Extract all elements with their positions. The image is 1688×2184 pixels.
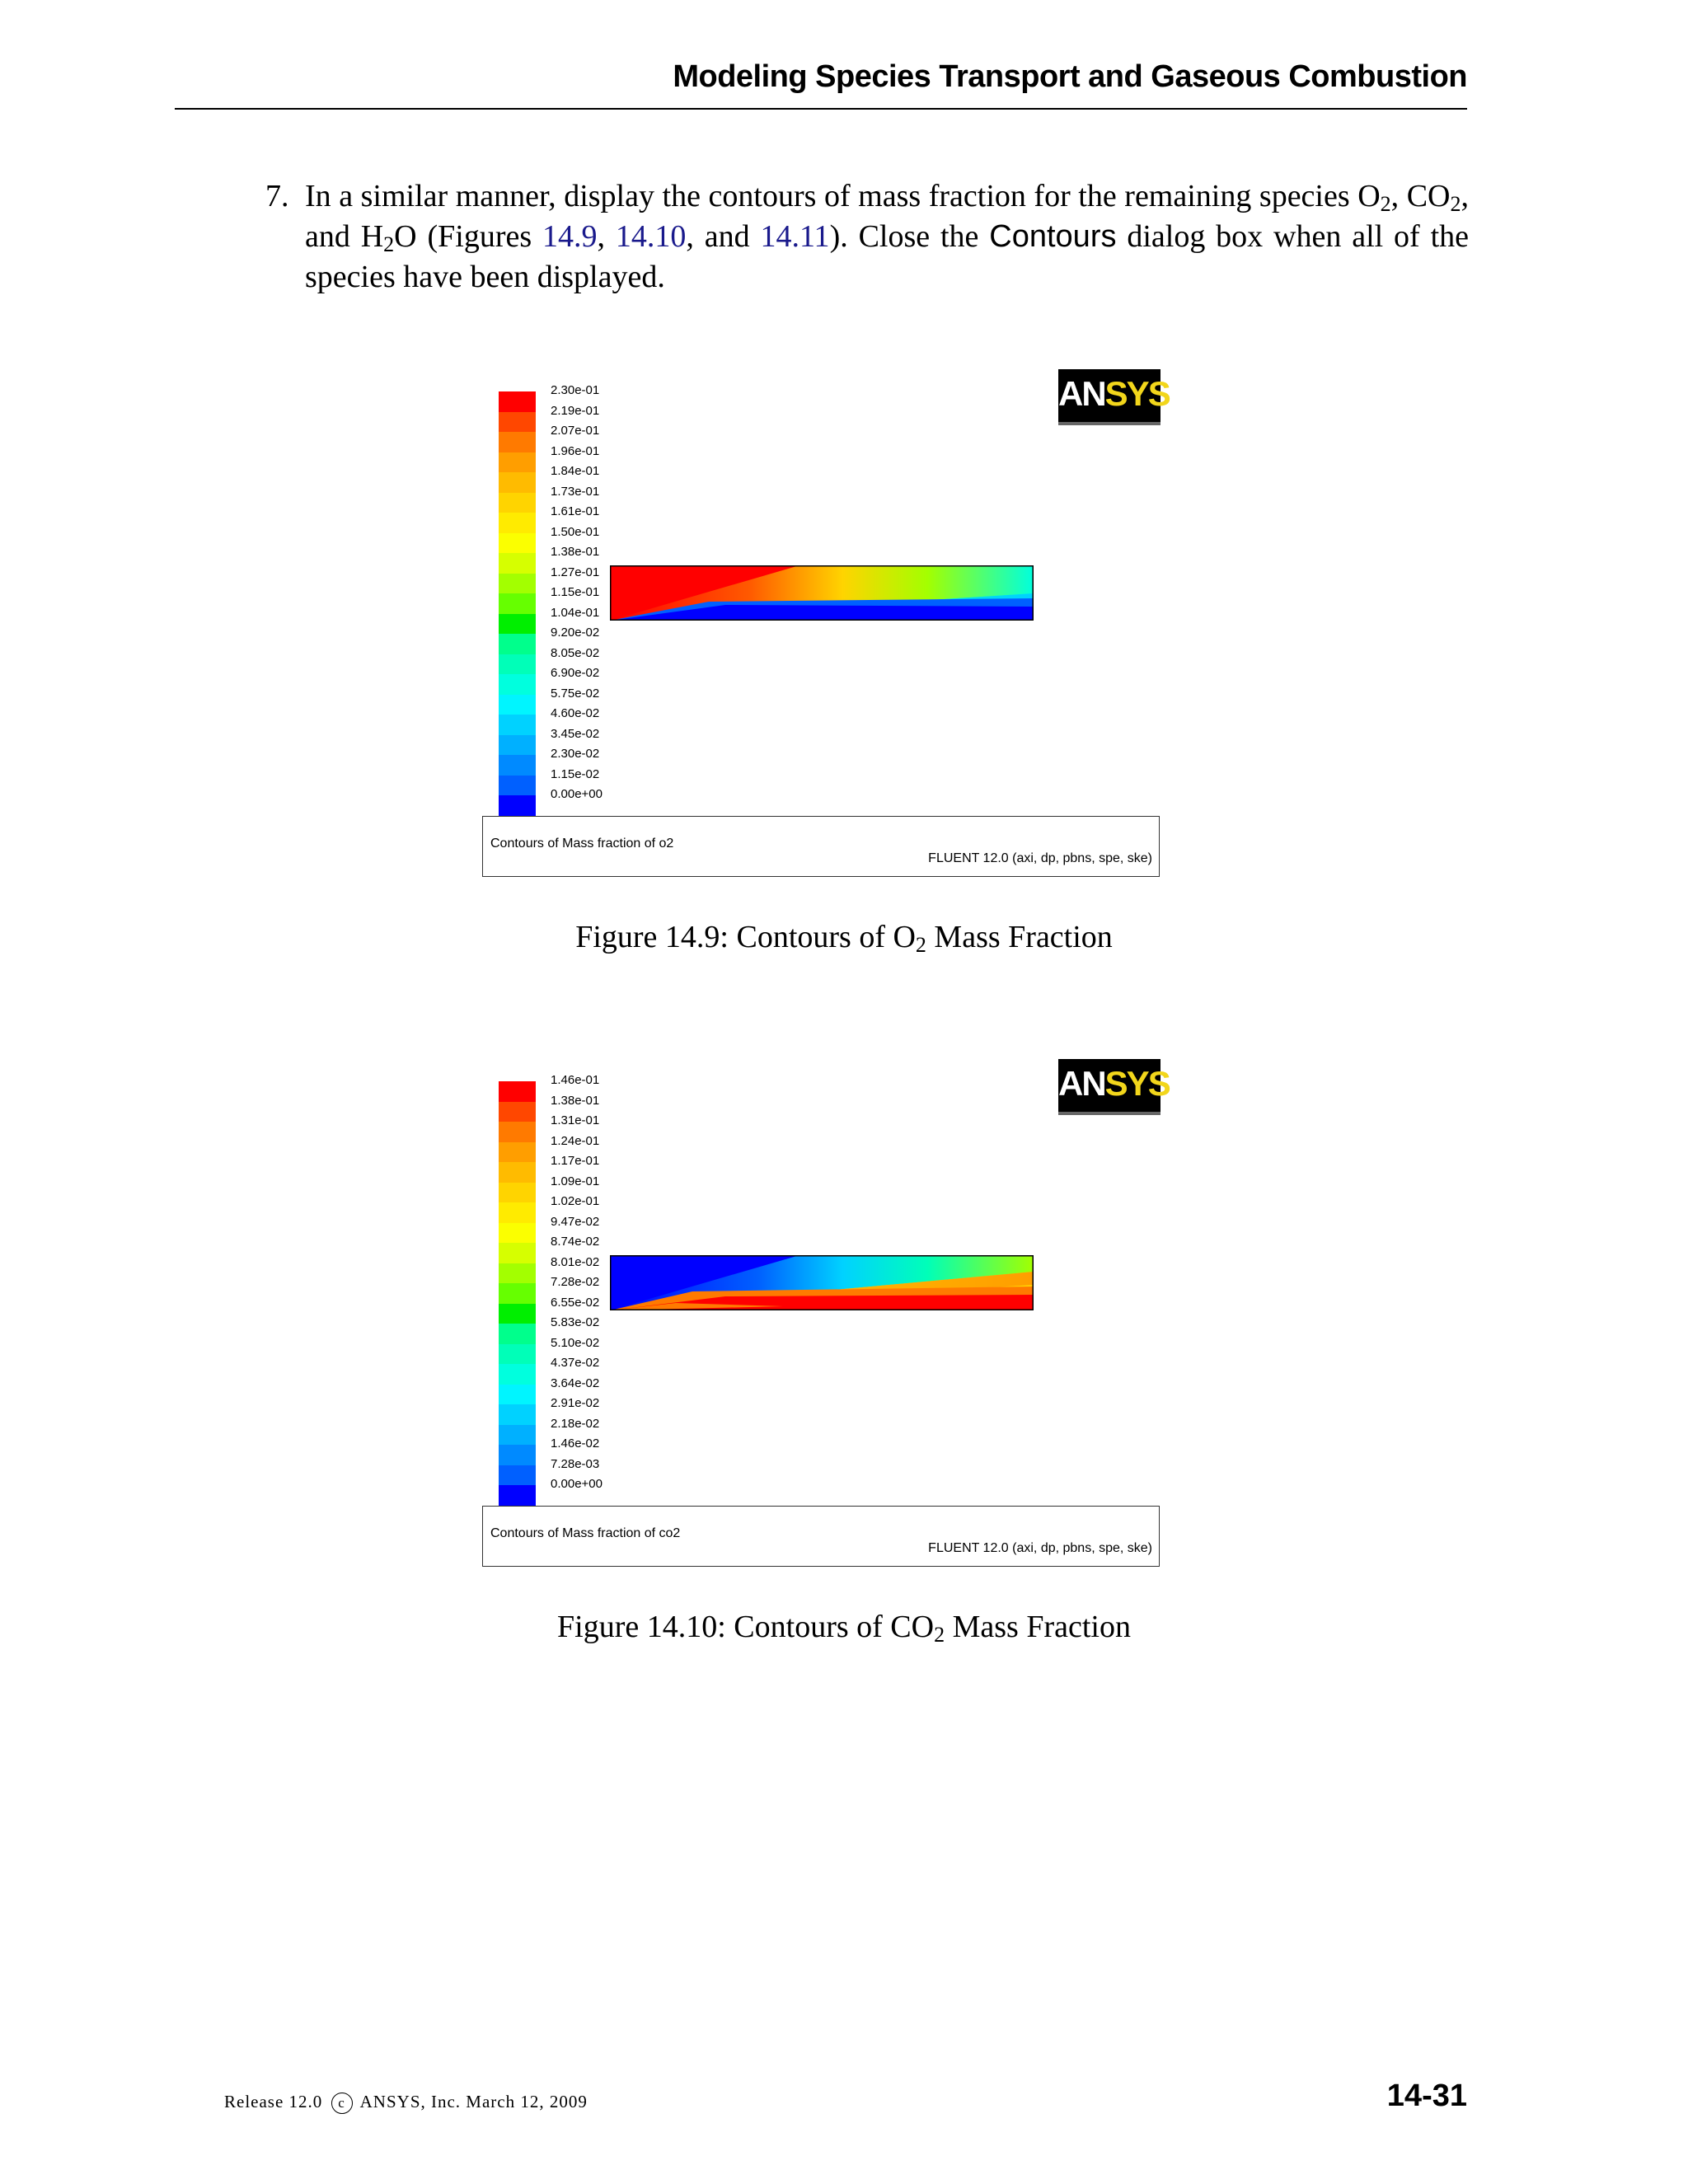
figure-caption [0,919,1688,955]
legend-tick-label: 3.64e-02 [551,1376,600,1390]
legend-tick-label: 4.60e-02 [551,706,600,720]
colormap-swatch [499,735,536,756]
legend-tick-label: 5.10e-02 [551,1335,600,1350]
solver-info: FLUENT 12.0 (axi, dp, pbns, spe, ske) [928,1541,1152,1555]
colormap-swatch [499,1223,536,1244]
colormap-swatch [499,553,536,574]
colormap-swatch [499,574,536,594]
legend-tick-label: 4.37e-02 [551,1356,600,1370]
colormap-swatch [499,1263,536,1284]
legend-tick-label: 1.04e-01 [551,605,600,620]
colormap-legend [499,1081,536,1506]
legend-tick-label: 1.15e-01 [551,585,600,599]
colormap-legend [499,391,536,816]
subscript: 2 [915,933,926,957]
colormap-swatch [499,1081,536,1102]
legend-tick-label: 1.24e-01 [551,1133,600,1148]
legend-tick-label: 2.18e-02 [551,1416,600,1431]
legend-tick-label: 1.46e-01 [551,1073,600,1087]
colormap-swatch [499,1102,536,1122]
colormap-swatch [499,1142,536,1163]
colormap-swatch [499,1304,536,1324]
colormap-swatch [499,452,536,473]
legend-tick-label: 8.74e-02 [551,1235,600,1249]
step-text [305,176,1469,298]
plot-title: Contours of Mass fraction of co2 [490,1526,681,1540]
dialog-name: Contours [989,219,1117,254]
plot-caption-box [482,816,1160,877]
legend-tick-label: 1.09e-01 [551,1174,600,1188]
legend-tick-label: 1.50e-01 [551,524,600,539]
colormap-swatch [499,593,536,614]
legend-tick-label: 1.61e-01 [551,504,600,518]
colormap-swatch [499,1364,536,1385]
subscript: 2 [1380,192,1391,216]
step-number: 7. [265,179,289,213]
colormap-swatch [499,1465,536,1486]
legend-tick-label: 1.46e-02 [551,1436,600,1451]
ansys-logo: ANSYS [1058,1059,1160,1115]
subscript: 2 [934,1623,945,1647]
colormap-swatch [499,715,536,735]
release-footer [224,2092,588,2114]
colormap-swatch [499,1344,536,1365]
footer-text: ANSYS, Inc. March 12, 2009 [355,2092,588,2111]
colormap-swatch [499,755,536,776]
colormap-swatch [499,795,536,816]
legend-tick-label: 1.96e-01 [551,443,600,458]
legend-tick-label: 7.28e-02 [551,1275,600,1289]
header-rule [175,108,1467,110]
ansys-logo: ANSYS [1058,369,1160,425]
subscript: 2 [1450,192,1461,216]
legend-tick-label: 1.27e-01 [551,565,600,579]
colormap-swatch [499,614,536,635]
colormap-swatch [499,654,536,675]
legend-tick-label: 2.19e-01 [551,403,600,418]
figure-14-9 [478,363,1170,874]
colormap-swatch [499,412,536,433]
colormap-swatch [499,1283,536,1304]
caption-text: Figure 14.10: Contours of CO [557,1610,935,1644]
legend-tick-label: 2.30e-02 [551,747,600,761]
legend-tick-label: 2.07e-01 [551,424,600,438]
colormap-swatch [499,776,536,796]
legend-tick-label: 1.17e-01 [551,1154,600,1168]
colormap-swatch [499,1445,536,1465]
colormap-swatch [499,1324,536,1344]
colormap-swatch [499,1425,536,1446]
figure-caption [0,1609,1688,1645]
colormap-swatch [499,634,536,654]
step-text-part: , and [686,219,761,254]
legend-tick-label: 6.55e-02 [551,1295,600,1310]
colormap-swatch [499,472,536,493]
legend-tick-label: 9.20e-02 [551,626,600,640]
plot-title: Contours of Mass fraction of o2 [490,837,674,851]
legend-tick-label: 8.05e-02 [551,645,600,660]
colormap-swatch [499,1183,536,1203]
colormap-swatch [499,1162,536,1183]
footer-text: Release 12.0 [224,2092,328,2111]
colormap-swatch [499,1385,536,1405]
copyright-icon: c [331,2093,353,2114]
colormap-swatch [499,1485,536,1506]
legend-tick-label: 3.45e-02 [551,726,600,741]
legend-tick-label: 0.00e+00 [551,787,603,801]
colormap-swatch [499,513,536,533]
step-text-part: ). Close the [829,219,990,254]
page-number: 14-31 [1386,2079,1467,2113]
figure-link-14-9[interactable]: 14.9 [542,219,598,254]
colormap-swatch [499,674,536,695]
colormap-swatch [499,533,536,554]
figure-link-14-11[interactable]: 14.11 [760,219,830,254]
legend-tick-label: 5.83e-02 [551,1315,600,1329]
subscript: 2 [383,232,395,256]
colormap-swatch [499,1404,536,1425]
figure-14-10 [478,1052,1170,1563]
legend-tick-label: 1.38e-01 [551,1093,600,1108]
colormap-swatch [499,695,536,715]
solver-info: FLUENT 12.0 (axi, dp, pbns, spe, ske) [928,851,1152,865]
legend-tick-label: 1.73e-01 [551,484,600,499]
running-header: Modeling Species Transport and Gaseous Combustion [673,59,1467,94]
step-text-part: In a similar manner, display the contours of mass fraction for the remaining species O [305,179,1381,213]
caption-text: Mass Fraction [945,1610,1131,1644]
colormap-swatch [499,391,536,412]
caption-text: Figure 14.9: Contours of O [575,920,916,954]
step-text-part: , and H [305,179,1469,254]
step-text-part: , CO [1390,179,1451,213]
colormap-swatch [499,432,536,452]
colormap-swatch [499,1122,536,1142]
step-text-part: O (Figures [394,219,542,254]
step-text-part: dialog box when all of the species have been displayed. [305,219,1469,294]
step-text-part: , [597,219,616,254]
legend-tick-label: 8.01e-02 [551,1254,600,1269]
plot-caption-box [482,1506,1160,1567]
legend-tick-label: 2.91e-02 [551,1396,600,1410]
legend-tick-label: 6.90e-02 [551,666,600,680]
colormap-swatch [499,1243,536,1263]
o2-contour-plot [610,565,1034,621]
co2-contour-plot [610,1255,1034,1310]
colormap-swatch [499,1202,536,1223]
legend-tick-label: 2.30e-01 [551,383,600,397]
legend-tick-label: 9.47e-02 [551,1214,600,1229]
legend-tick-label: 7.28e-03 [551,1456,600,1471]
legend-tick-label: 1.31e-01 [551,1113,600,1127]
colormap-swatch [499,493,536,513]
legend-tick-label: 1.84e-01 [551,464,600,478]
legend-tick-label: 1.15e-02 [551,766,600,781]
legend-tick-label: 5.75e-02 [551,686,600,701]
legend-tick-label: 0.00e+00 [551,1477,603,1491]
legend-tick-label: 1.02e-01 [551,1194,600,1208]
legend-tick-label: 1.38e-01 [551,545,600,559]
figure-link-14-10[interactable]: 14.10 [615,219,687,254]
caption-text: Mass Fraction [926,920,1113,954]
